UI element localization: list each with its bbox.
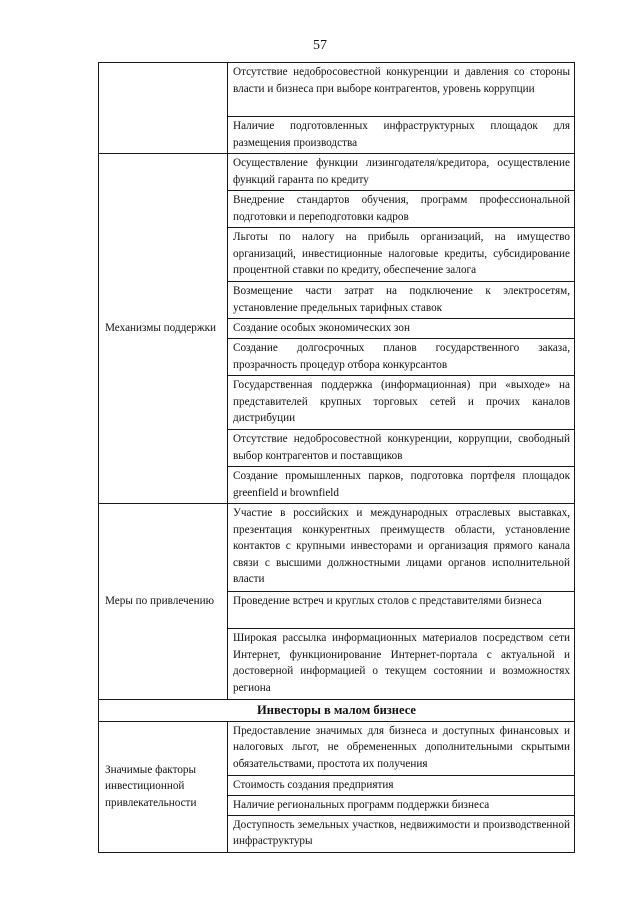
section-title-small-business: Инвесторы в малом бизнесе bbox=[99, 700, 575, 722]
table-cell: Отсутствие недобросовестной конкуренции, коррупции, свободный выбор контрагентов и поставщиков bbox=[228, 430, 575, 467]
table-row bbox=[99, 154, 575, 191]
table-cell: Осуществление функции лизингодателя/кредитора, осуществление функций гаранта по кредиту bbox=[228, 154, 575, 191]
table-cell: Возмещение части затрат на подключение к электросетям, установление предельных тарифных ставок bbox=[228, 282, 575, 319]
table-row bbox=[99, 504, 575, 592]
table-cell: Создание долгосрочных планов государственного заказа, прозрачность процедур отбора конкурсантов bbox=[228, 339, 575, 376]
group-label-support: Механизмы поддержки bbox=[99, 154, 228, 504]
table-cell: Участие в российских и международных отраслевых выставках, презентация конкурентных преимуществ области, установление контактов с крупными инвесторами и организация прямого канала связи с высшими должностными лицами органов исполнительной власти bbox=[228, 504, 575, 592]
table-cell: Стоимость создания предприятия bbox=[228, 775, 575, 795]
table-cell: Проведение встреч и круглых столов с представителями бизнеса bbox=[228, 592, 575, 629]
table-row bbox=[99, 63, 575, 117]
table-cell: Создание особых экономических зон bbox=[228, 319, 575, 339]
investment-factors-table bbox=[98, 62, 575, 853]
group-label-attract: Меры по привлечению bbox=[99, 504, 228, 700]
table-row bbox=[99, 721, 575, 775]
table-cell: Государственная поддержка (информационная) при «выходе» на представителей крупных торговых сетей и прочих каналов дистрибуции bbox=[228, 376, 575, 430]
table-cell: Льготы по налогу на прибыль организаций, на имущество организаций, инвестиционные налоговые кредиты, субсидирование процентной ставки по кредиту, обеспечение залога bbox=[228, 228, 575, 282]
table-cell: Предоставление значимых для бизнеса и доступных финансовых и налоговых льгот, не обремененных дополнительными скрытыми обязательствами, простота их получения bbox=[228, 721, 575, 775]
page-number: 57 bbox=[313, 38, 327, 53]
table-row bbox=[99, 700, 575, 722]
table-cell: Доступность земельных участков, недвижимости и производственной инфраструктуры bbox=[228, 815, 575, 852]
table-cell: Внедрение стандартов обучения, программ профессиональной подготовки и переподготовки кадров bbox=[228, 191, 575, 228]
empty-group-cell bbox=[99, 63, 228, 154]
table-cell: Широкая рассылка информационных материалов посредством сети Интернет, функционирование Интернет-портала с актуальной и достоверной информацией о текущем состоянии и возможностях региона bbox=[228, 629, 575, 700]
table-cell: Наличие региональных программ поддержки бизнеса bbox=[228, 795, 575, 815]
table-cell: Отсутствие недобросовестной конкуренции и давления со стороны власти и бизнеса при выборе контрагентов, уровень коррупции bbox=[228, 63, 575, 117]
table-cell: Наличие подготовленных инфраструктурных площадок для размещения производства bbox=[228, 117, 575, 154]
table-cell: Создание промышленных парков, подготовка портфеля площадок greenfield и brownfield bbox=[228, 467, 575, 504]
group-label-factors: Значимые факторы инвестиционной привлекательности bbox=[99, 721, 228, 852]
